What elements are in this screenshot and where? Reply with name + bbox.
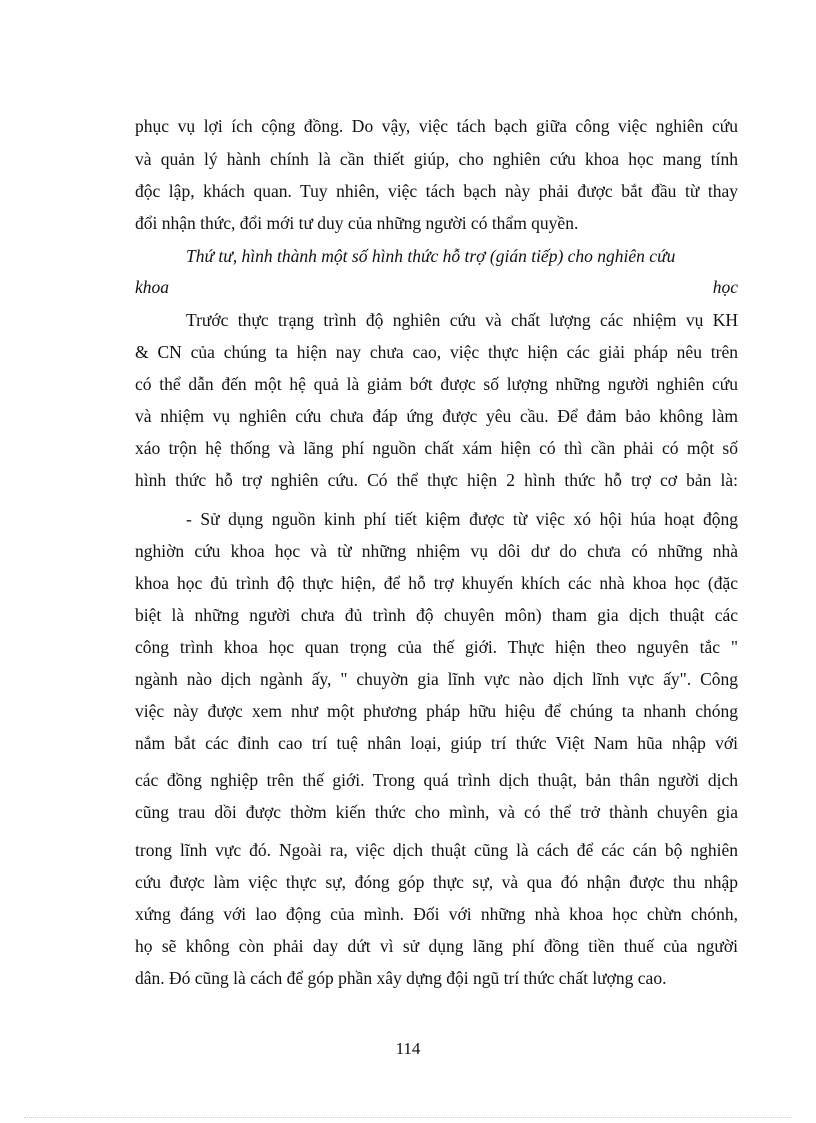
- heading-word-left: khoa: [135, 277, 170, 297]
- text-line: việc này được xem như một phương pháp hữu hiệu để chúng ta nhanh chóng: [135, 701, 738, 721]
- text-line: họ sẽ không còn phải day dứt vì sử dụng lãng phí đồng tiền thuế của người: [135, 936, 738, 956]
- text-line: dân. Đó cũng là cách để góp phần xây dựng đội ngũ trí thức chất lượng cao.: [135, 968, 667, 988]
- section-heading: Thứ tư, hình thành một số hình thức hỗ trợ (gián tiếp) cho nghiên cứu: [186, 246, 676, 266]
- text-line: xứng đáng với lao động của mình. Đối với những nhà khoa học chừn chónh,: [135, 904, 738, 924]
- text-line: các đồng nghiệp trên thế giới. Trong quá trình dịch thuật, bản thân người dịch: [135, 770, 738, 790]
- section-heading-line2: [135, 274, 738, 300]
- text-line: và nhiệm vụ nghiên cứu chưa đáp ứng được yêu cầu. Để đảm bảo không làm: [135, 406, 738, 426]
- heading-word-right: học: [712, 277, 738, 297]
- text-line: & CN của chúng ta hiện nay chưa cao, việc thực hiện các giải pháp nêu trên: [135, 342, 738, 362]
- text-line: đổi nhận thức, đổi mới tư duy của những người có thẩm quyền.: [135, 213, 579, 233]
- text-line: ngành nào dịch ngành ấy, " chuyờn gia lĩnh vực nào dịch lĩnh vực ấy". Công: [135, 669, 738, 689]
- footer-divider: [24, 1117, 792, 1118]
- text-line: phục vụ lợi ích cộng đồng. Do vậy, việc tách bạch giữa công việc nghiên cứu: [135, 116, 738, 136]
- text-line: cũng trau dồi được thờm kiến thức cho mình, và có thể trở thành chuyên gia: [135, 802, 738, 822]
- text-line: công trình khoa học quan trọng của thế giới. Thực hiện theo nguyên tắc ": [135, 637, 738, 657]
- text-line: Trước thực trạng trình độ nghiên cứu và chất lượng các nhiệm vụ KH: [186, 310, 738, 330]
- text-line: và quản lý hành chính là cần thiết giúp, cho nghiên cứu khoa học mang tính: [135, 149, 738, 169]
- text-line: có thể dẫn đến một hệ quả là giảm bớt được số lượng những người nghiên cứu: [135, 374, 738, 394]
- text-line: biệt là những người chưa đủ trình độ chuyên môn) tham gia dịch thuật các: [135, 605, 738, 625]
- text-line: cứu được làm việc thực sự, đóng góp thực sự, và qua đó nhận được thu nhập: [135, 872, 738, 892]
- text-line: nghiờn cứu khoa học và từ những nhiệm vụ dôi dư do chưa có những nhà: [135, 541, 738, 561]
- text-line: xáo trộn hệ thống và lãng phí nguồn chất xám hiện có thì cần phải có một số: [135, 438, 738, 458]
- text-line: hình thức hỗ trợ nghiên cứu. Có thể thực hiện 2 hình thức hỗ trợ cơ bản là:: [135, 470, 738, 490]
- text-line: trong lĩnh vực đó. Ngoài ra, việc dịch thuật cũng là cách để các cán bộ nghiên: [135, 840, 738, 860]
- text-line: - Sử dụng nguồn kinh phí tiết kiệm được từ việc xó hội húa hoạt động: [186, 509, 738, 529]
- text-line: độc lập, khách quan. Tuy nhiên, việc tách bạch này phải được bắt đầu từ thay: [135, 181, 738, 201]
- text-line: khoa học đủ trình độ thực hiện, để hỗ trợ khuyến khích các nhà khoa học (đặc: [135, 573, 738, 593]
- page-number: 114: [395, 1039, 421, 1058]
- text-line: nắm bắt các đỉnh cao trí tuệ nhân loại, giúp trí thức Việt Nam hũa nhập với: [135, 733, 738, 753]
